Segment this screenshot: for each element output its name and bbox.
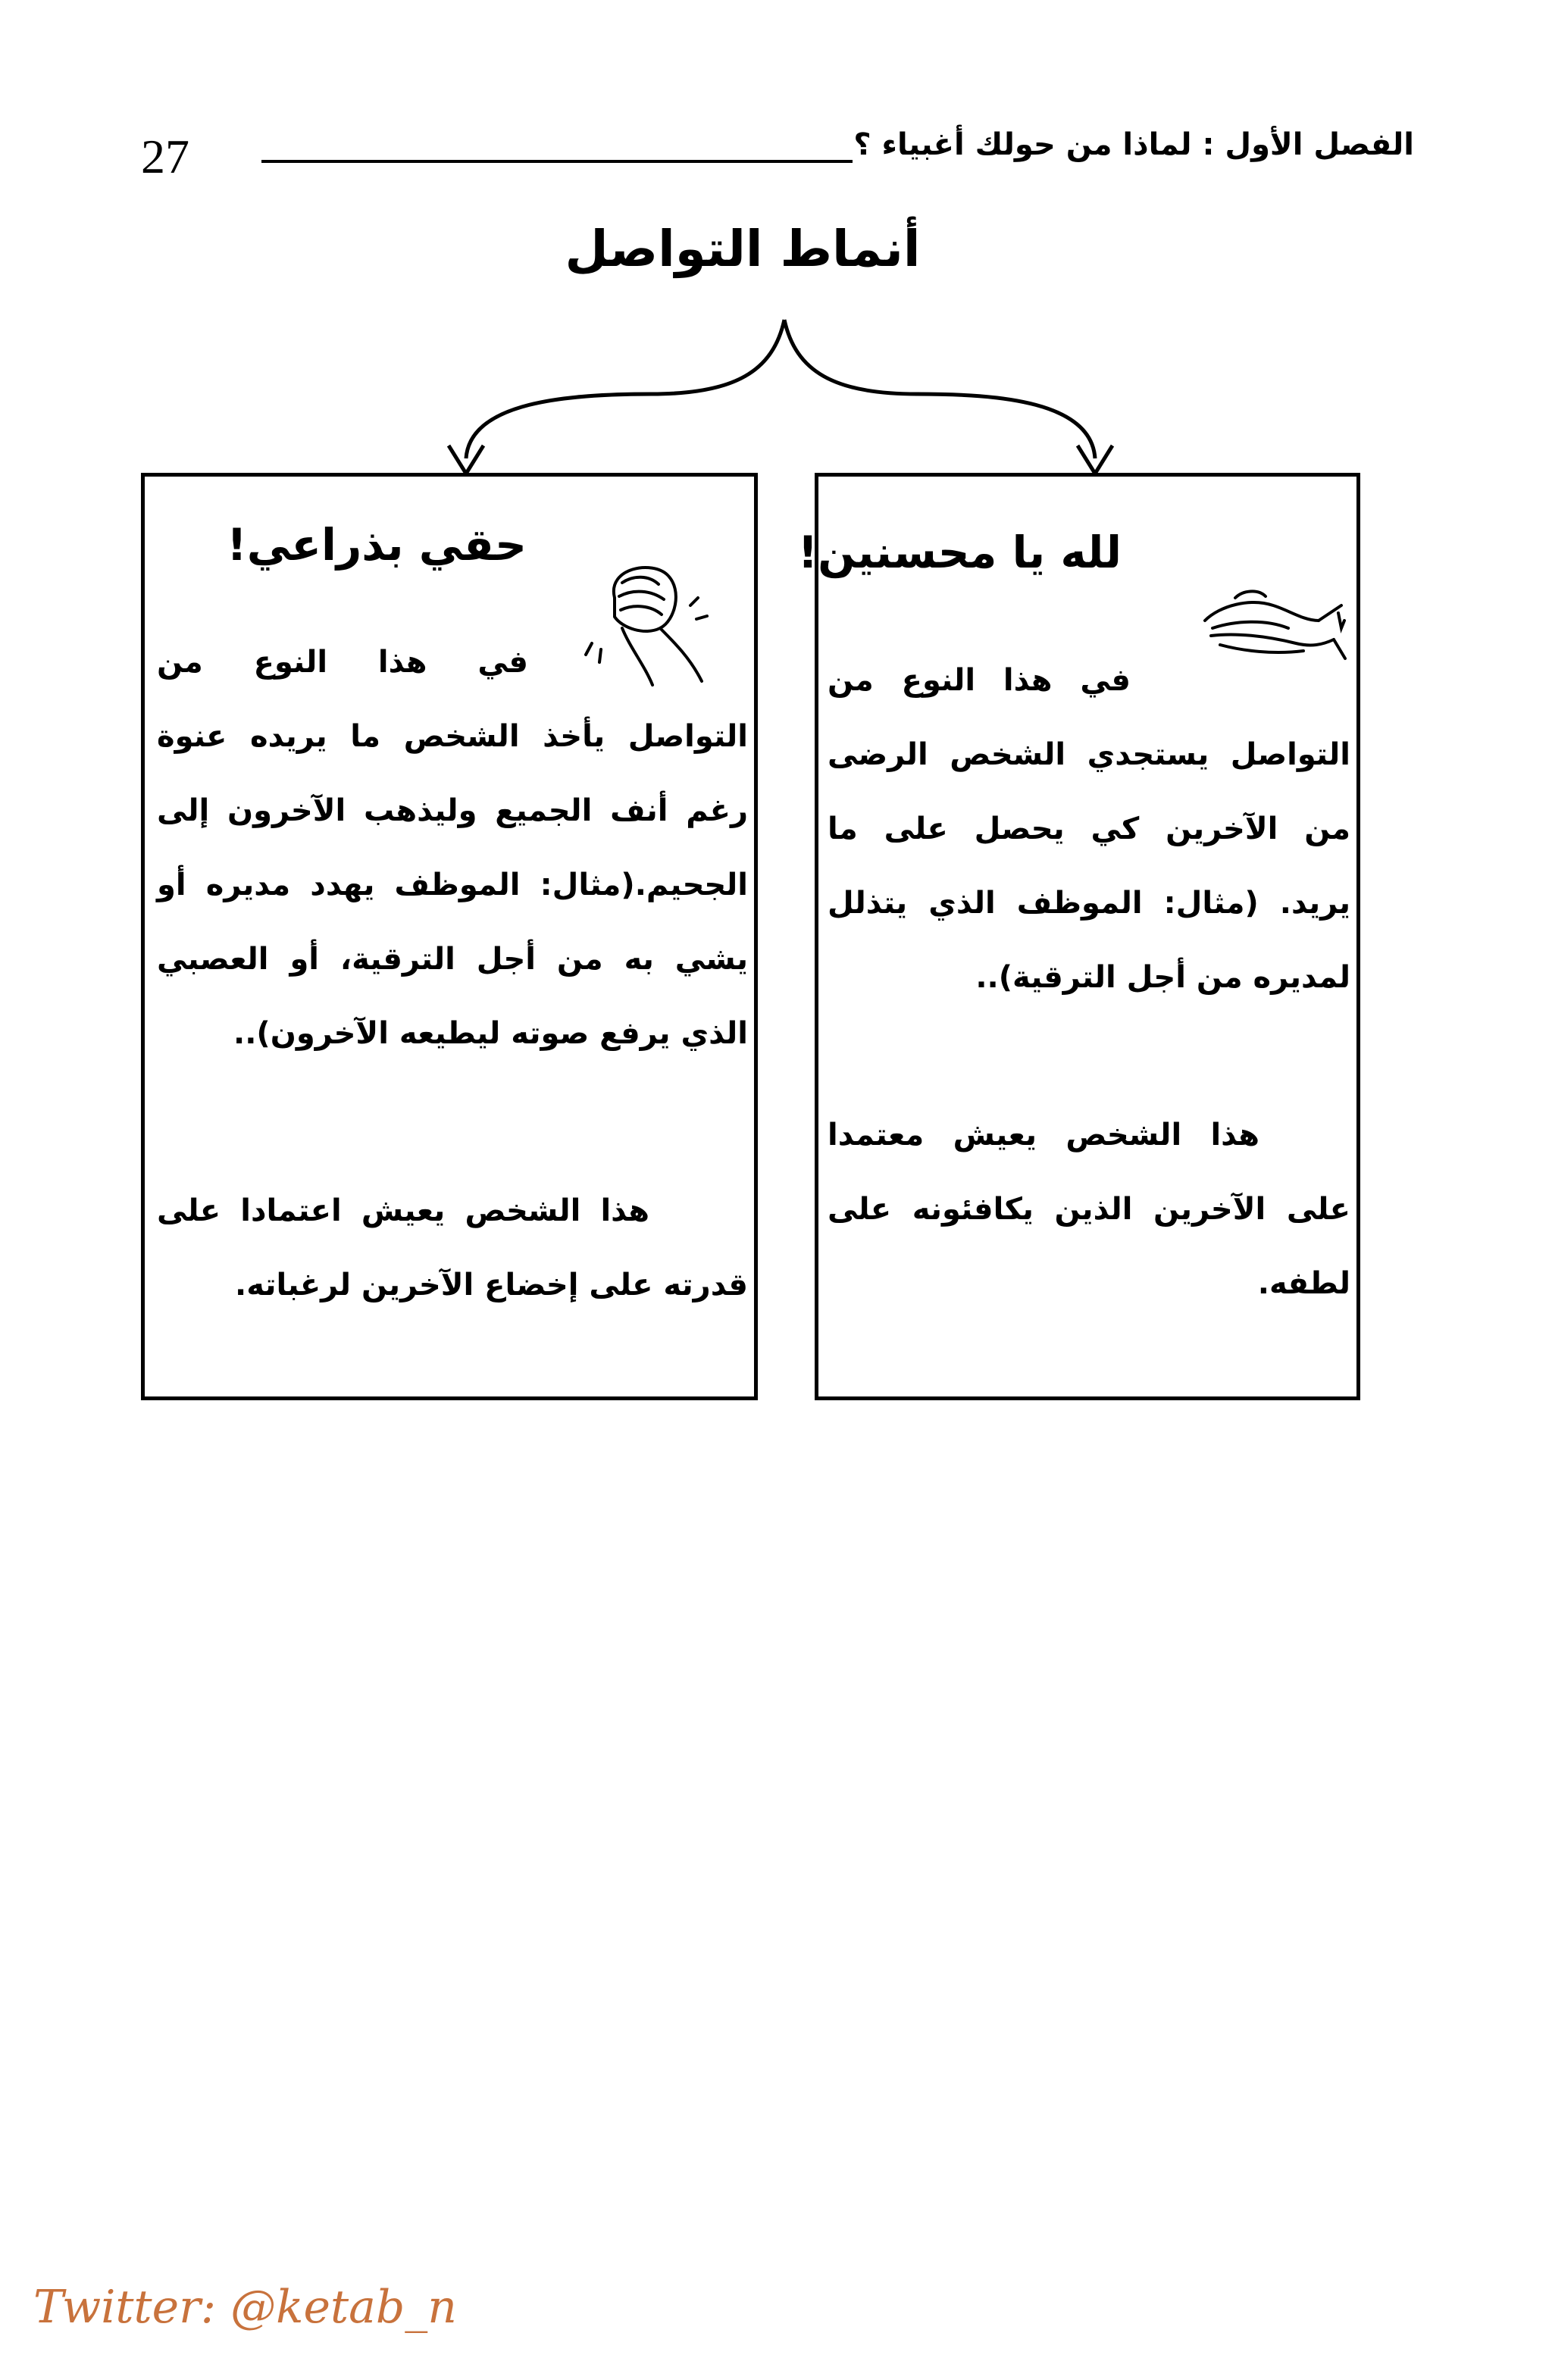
box-left-heading: حقي بذراعي! xyxy=(227,519,527,571)
watermark: Twitter: @ketab_n xyxy=(33,2281,457,2334)
box-left-paragraph-1: في هذا النوع من التواصل يأخذ الشخص ما يريده عنوة رغم أنف الجميع وليذهب الآخرون إلى الجحيم.(مثال: الموظف يهدد مديره أو يشي به من أجل الترقية، أو العصبي الذي يرفع صوته ليطيعه الآخرون).. xyxy=(157,645,748,1051)
box-left-paragraph-2: هذا الشخص يعيش اعتمادا على قدرته على إخضاع الآخرين لرغباته. xyxy=(157,1193,748,1303)
brace-arrows-diagram xyxy=(424,318,1144,493)
box-right-heading: لله يا محسنين! xyxy=(797,527,1122,578)
brace-left-curve xyxy=(466,320,784,458)
box-left xyxy=(141,473,758,1400)
page-number: 27 xyxy=(141,130,189,183)
page-title: أنماط التواصل xyxy=(565,220,921,278)
box-right-paragraph-1: في هذا النوع من التواصل يستجدي الشخص الرضى من الآخرين كي يحصل على ما يريد. (مثال: الموظف الذي يتذلل لمديره من أجل الترقية).. xyxy=(828,663,1350,995)
brace-right-curve xyxy=(784,320,1095,458)
box-right-paragraph-2: هذا الشخص يعيش معتمدا على الآخرين الذين يكافئونه على لطفه. xyxy=(828,1118,1350,1301)
header-rule xyxy=(261,160,853,163)
running-header: الفصل الأول : لماذا من حولك أغبياء ؟ xyxy=(853,127,1414,162)
box-right xyxy=(797,473,1360,1400)
